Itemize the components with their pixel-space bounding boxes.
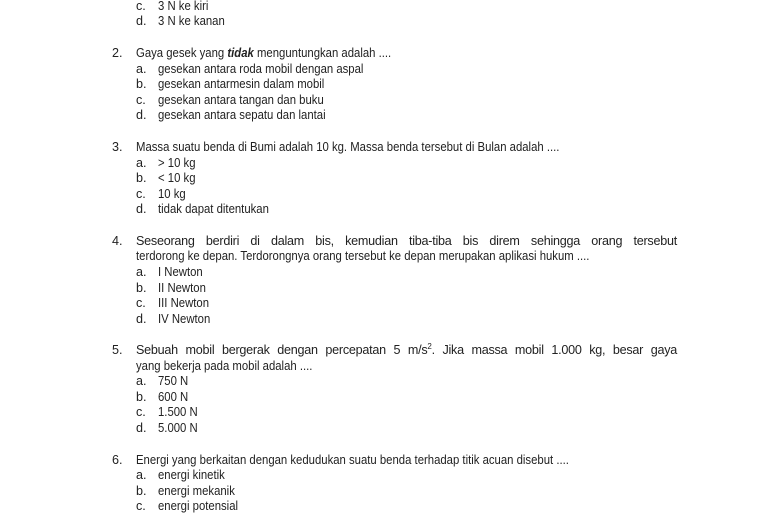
emphasis-word: tidak xyxy=(227,46,254,60)
option-letter: c. xyxy=(136,296,146,310)
option-text: gesekan antara tangan dan buku xyxy=(158,93,324,107)
option-text: 3 N ke kanan xyxy=(158,14,225,28)
question-text: Seseorang berdiri di dalam bis, kemudian tiba-tiba bis direm sehingga orang tersebut xyxy=(136,234,677,248)
option-text: 10 kg xyxy=(158,187,186,201)
option-text: 5.000 N xyxy=(158,421,198,435)
option-text: I Newton xyxy=(158,265,203,279)
option-letter: d. xyxy=(136,202,147,216)
question-number: 4. xyxy=(112,234,123,248)
question-number: 3. xyxy=(112,140,123,154)
option-text: gesekan antara roda mobil dengan aspal xyxy=(158,62,364,76)
option-text: III Newton xyxy=(158,296,210,310)
option-text: > 10 kg xyxy=(158,156,196,170)
question-text: Massa suatu benda di Bumi adalah 10 kg. Massa benda tersebut di Bulan adalah .... xyxy=(136,140,560,154)
question-text: terdorong ke depan. Terdorongnya orang tersebut ke depan merupakan aplikasi hukum .... xyxy=(136,249,590,263)
option-text: IV Newton xyxy=(158,312,211,326)
option-text: energi kinetik xyxy=(158,468,225,482)
option-text: II Newton xyxy=(158,281,206,295)
option-letter: c. xyxy=(136,405,146,419)
question-text: yang bekerja pada mobil adalah .... xyxy=(136,359,313,373)
question-text xyxy=(136,343,677,358)
option-text: 600 N xyxy=(158,390,189,404)
option-text: 3 N ke kiri xyxy=(158,0,209,13)
option-text: energi mekanik xyxy=(158,484,235,498)
option-letter: b. xyxy=(136,390,147,404)
option-text: 750 N xyxy=(158,374,189,388)
option-letter: c. xyxy=(136,0,146,13)
option-text: energi potensial xyxy=(158,499,239,513)
option-letter: d. xyxy=(136,108,147,122)
option-letter: b. xyxy=(136,281,147,295)
option-letter: a. xyxy=(136,62,147,76)
option-text: 1.500 N xyxy=(158,405,198,419)
option-text: tidak dapat ditentukan xyxy=(158,202,269,216)
question-number: 5. xyxy=(112,343,123,357)
option-text: < 10 kg xyxy=(158,171,196,185)
question-number: 6. xyxy=(112,453,123,467)
option-letter: a. xyxy=(136,265,147,279)
option-letter: a. xyxy=(136,374,147,388)
option-text: gesekan antarmesin dalam mobil xyxy=(158,77,325,91)
option-letter: a. xyxy=(136,156,147,170)
option-letter: b. xyxy=(136,77,147,91)
option-letter: d. xyxy=(136,14,147,28)
question-number: 2. xyxy=(112,46,123,60)
question-text xyxy=(136,46,623,61)
option-letter: c. xyxy=(136,499,146,513)
question-text-part: menguntungkan adalah .... xyxy=(253,46,392,60)
question-text-part: . Jika massa mobil 1.000 kg, besar gaya xyxy=(431,343,678,357)
option-letter: a. xyxy=(136,468,147,482)
question-text: Energi yang berkaitan dengan kedudukan suatu benda terhadap titik acuan disebut .... xyxy=(136,453,569,467)
option-letter: c. xyxy=(136,187,146,201)
option-letter: b. xyxy=(136,484,147,498)
option-letter: c. xyxy=(136,93,146,107)
option-letter: d. xyxy=(136,312,147,326)
option-text: gesekan antara sepatu dan lantai xyxy=(158,108,326,122)
option-letter: b. xyxy=(136,171,147,185)
superscript: 2 xyxy=(427,341,432,351)
question-text-part: Sebuah mobil bergerak dengan percepatan 5 m/s xyxy=(136,343,428,357)
option-letter: d. xyxy=(136,421,147,435)
question-text-part: Gaya gesek yang xyxy=(136,46,228,60)
